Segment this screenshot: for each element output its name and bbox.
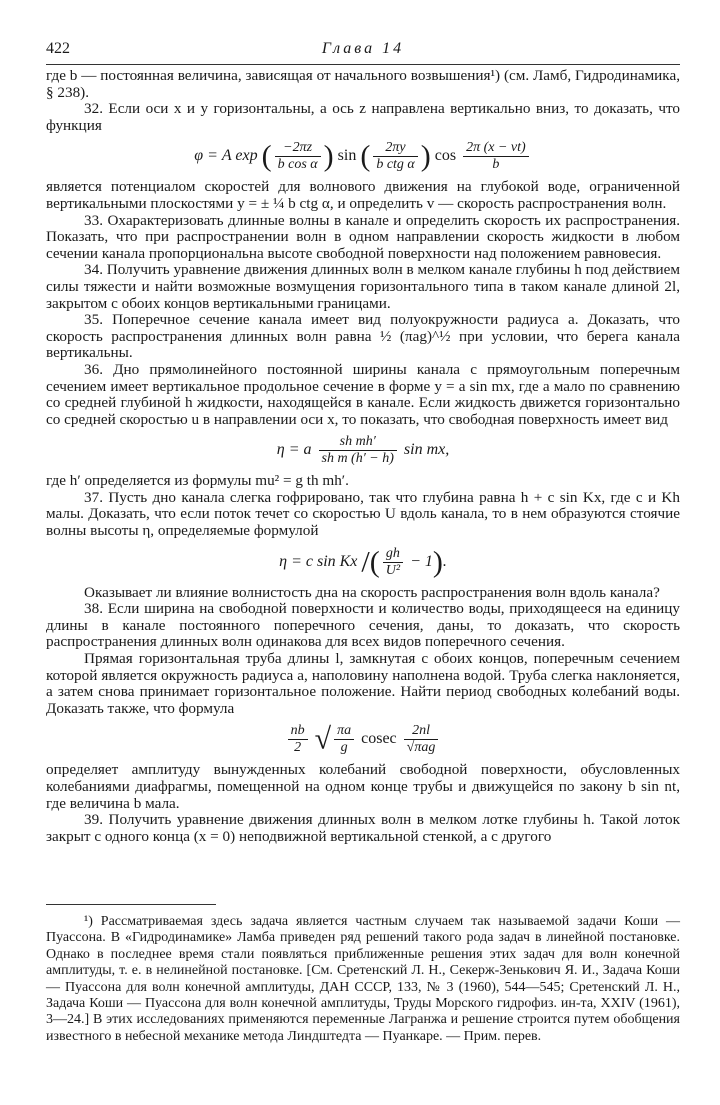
problem-35: 35. Поперечное сечение канала имеет вид полуокружности радиуса a. Доказать, что скорость распространения длинных волн равна ½ (πag)^½ при условии, что берега канала вертикальны.: [46, 311, 680, 362]
problem-34: 34. Получить уравнение движения длинных волн в мелком канале глубины h под действием силы тяжести и найти возможные возмущения горизонтального типа в таком канале длиной 2l, закрытом с обоих концов вертикальными границами.: [46, 261, 681, 312]
equation-37: η = c sin Kx /( $\frac{gh}{\text{U²}}$ − 1).: [279, 545, 447, 579]
header-rule: [46, 64, 680, 65]
eq36-num: sh mh′: [319, 434, 397, 451]
eq38-cosec: cosec: [361, 730, 397, 748]
footnote-rule: [46, 904, 216, 905]
eq32-den3: b: [492, 157, 500, 173]
footnote-text: ¹) Рассматриваемая здесь задача является частным случаем так называемой задачи Коши — Пуассона. В «Гидродинамике» Ламба приведен ряд решений такого рода задач в линейной постановке. Однако в последнее время стали появляться приближенные решения этих задач для волн конечной амплитуды, т. е. в нелинейной постановке. [См. Сретенский Л. Н., Секерж-Зенькович Я. И., Задача Коши — Пуассона для волн конечной амплитуды, ДАН СССР, 133, № 3 (1960), 544—545; Сретенский Л. Н., Задача Коши — Пуассона для волн конечной амплитуды, Труды Морского гидрофиз. ин-та, XXIV (1961), 3—24.] В этих исследованиях применяются переменные Лагранжа и решение строится путем обобщения известного в небесной механике метода Линдштедта — Пуанкаре. — Прим. перев.: [46, 914, 680, 1044]
problem-32: 32. Если оси x и y горизонтальны, а ось z направлена вертикально вниз, то доказать, что функция: [46, 100, 680, 134]
eq32-lhs: φ = A exp: [194, 147, 258, 165]
eq37-rhs: − 1: [410, 552, 433, 570]
eq37-lhs: η = c sin Kx: [279, 552, 358, 570]
eq32-sin: sin: [337, 147, 357, 165]
eq36-rhs: sin mx,: [403, 441, 450, 459]
problem-32-cont: является потенциалом скоростей для волнового движения на глубокой воде, ограниченной вертикальными плоскостями y = ± ¼ b ctg α, и определить v — скорость распространения волн.: [46, 178, 680, 212]
eq37-num: gh: [383, 546, 403, 563]
eq36-lhs: η = a: [276, 441, 312, 459]
eq38-num2: πa: [334, 723, 354, 740]
eq38-den2: g: [340, 740, 348, 756]
eq38-den1: 2: [294, 740, 302, 756]
problem-36-cont: где h′ определяется из формулы mu² = g th mh′.: [46, 472, 349, 490]
problem-37: 37. Пусть дно канала слегка гофрировано, так что глубина равна h + c sin Kx, где c и Kh малы. Доказать, что если поток течет со скоростью U вдоль канала, то в нем образуются стоячие волны высоты η, определяемые формулой: [46, 488, 680, 540]
eq38-num3: 2nl: [404, 723, 439, 740]
eq32-den2: b ctg α: [376, 157, 415, 173]
problem-38-tube: Прямая горизонтальная труба длины l, замкнутая с обоих концов, поперечным сечением которой является окружность радиуса a, наполовину наполнена водой. Труба слегка наклоняется, а затем снова принимает горизонтальное положение. Найти период свободных колебаний воды. Доказать также, что формула: [46, 650, 680, 717]
running-header: [46, 38, 680, 62]
eq32-den1: b cos α: [277, 157, 318, 173]
eq37-den: U²: [385, 562, 401, 578]
eq38-num1: nb: [288, 723, 308, 740]
problem-33: 33. Охарактеризовать длинные волны в канале и определить скорость их распространения. Показать, что при распространении волн в одном направлении скорость жидкости в любом сечении канала пропорциональна высоте свободной поверхности над положением равновесия.: [46, 211, 680, 262]
problem-37-question: Оказывает ли влияние волнистость дна на скорость распространения волн вдоль канала?: [84, 583, 660, 601]
eq38-den3: √πag: [406, 740, 436, 756]
intro-paragraph: где b — постоянная величина, зависящая от начального возвышения¹) (см. Ламб, Гидродинамика, § 238).: [46, 67, 680, 101]
problem-39: 39. Получить уравнение движения длинных волн в мелком лотке глубины h. Такой лоток закрыт с одного конца (x = 0) неподвижной вертикальной стенкой, а с другого: [46, 811, 680, 845]
equation-38: $\frac{nb}{2}$ √ $\frac{\pi a}{g}$ cosec $\frac{2nl}{\text{√πag}}$: [46, 723, 680, 756]
equation-36: [46, 434, 680, 467]
equation-32: φ = A exp ( $\frac{-2\pi z}{\text{b cos α}}$ ) sin ( $\frac{2\pi y}{\text{b ctg α}}$ ) cos $\frac{2\pi (x - vt)}{b}$: [46, 140, 680, 173]
problem-38-cont: определяет амплитуду вынужденных колебаний свободной поверхности, обусловленных колебаниями диафрагмы, помещенной на одном конце трубы и движущейся по закону b sin nt, где величина b мала.: [46, 761, 680, 812]
problem-38: 38. Если ширина на свободной поверхности и количество воды, приходящееся на единицу длины в канале постоянного поперечного сечения, даны, то доказать, что скорость распространения длинных волн одинакова для всех видов поперечного сечения.: [46, 600, 680, 651]
page-number: 422: [46, 40, 70, 57]
eq32-num3: 2π (x − vt): [463, 140, 529, 157]
eq32-num2: 2πy: [373, 140, 417, 157]
footnote: [46, 914, 680, 1045]
eq32-num1: −2πz: [275, 140, 321, 157]
main-text: [46, 68, 680, 845]
problem-36: 36. Дно прямолинейного постоянной ширины канала с прямоугольным поперечным сечением имеет вертикальное продольное сечение в форме y = a sin mx, где a мало по сравнению со средней глубиной h жидкости, находящейся в канале. Если жидкость движется горизонтально со средней скоростью u в направлении оси x, то показать, что свободная поверхность имеет вид: [46, 360, 680, 428]
eq36-den: sh m (h′ − h): [321, 451, 394, 467]
eq32-cos: cos: [434, 147, 457, 165]
chapter-title: Глава 14: [321, 40, 405, 57]
